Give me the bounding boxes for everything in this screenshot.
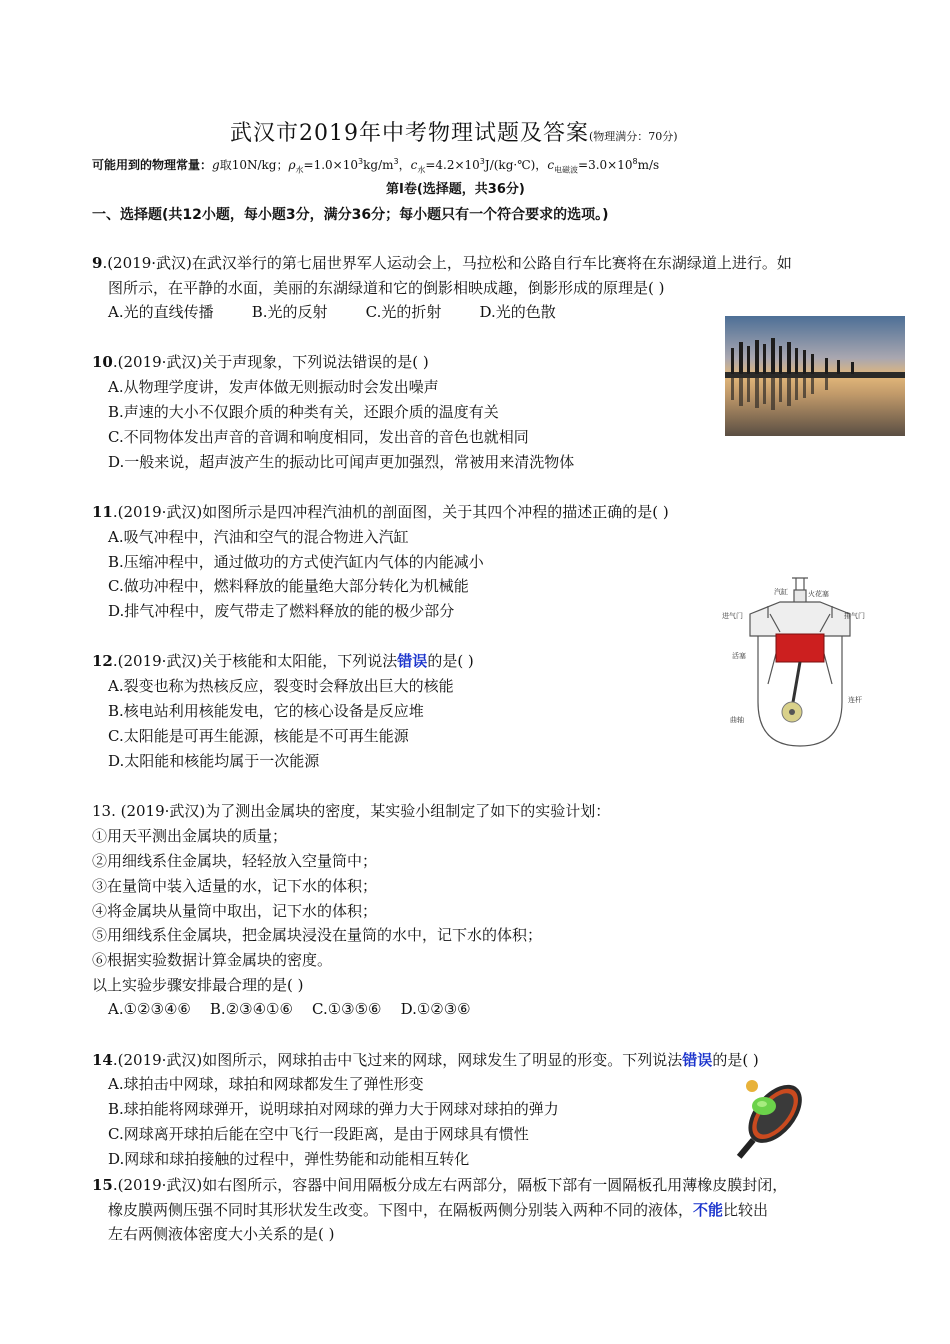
q11-option-c: C.做功冲程中，燃料释放的能量绝大部分转化为机械能 <box>108 577 469 595</box>
q10-option-d: D.一般来说，超声波产生的振动比可闻声更加强烈，常被用来清洗物体 <box>108 453 575 471</box>
title-note: (物理满分：70分) <box>589 130 678 143</box>
four-stroke-engine-diagram <box>720 574 880 754</box>
q14-option-d: D.网球和球拍接触的过程中，弹性势能和动能相互转化 <box>108 1150 470 1168</box>
label-piston: 活塞 <box>732 652 746 660</box>
label-exhaust-valve: 排气门 <box>844 612 865 620</box>
q9-stem-line1 <box>92 254 792 272</box>
q11-stem-text: .(2019·武汉)如图所示是四冲程汽油机的剖面图，关于其四个冲程的描述正确的是( ) <box>112 503 669 521</box>
q13-step-1: ①用天平测出金属块的质量； <box>92 827 288 845</box>
c2-unit: m/s <box>637 158 660 172</box>
q12-option-b: B.核电站利用核能发电，它的核心设备是反应堆 <box>108 702 424 720</box>
q14-option-b: B.球拍能将网球弹开，说明球拍对网球的弹力大于网球对球拍的弹力 <box>108 1100 559 1118</box>
q15-number: 15 <box>92 1176 113 1194</box>
label-spark-plug: 火花塞 <box>808 590 829 598</box>
c2-exponent: 8 <box>632 157 638 166</box>
c2-symbol: c <box>547 158 555 172</box>
q10-option-b: B.声速的大小不仅跟介质的种类有关，还跟介质的温度有关 <box>108 403 499 421</box>
q10-stem <box>92 353 429 371</box>
q13-stem: 13. (2019·武汉)为了测出金属块的密度，某实验小组制定了如下的实验计划： <box>92 802 611 820</box>
q13-options: A.①②③④⑥ B.②③④①⑥ C.①③⑤⑥ D.①②③⑥ <box>108 1000 471 1018</box>
q13-ask: 以上实验步骤安排最合理的是( ) <box>92 976 304 994</box>
c-unit: J/(kg·℃)， <box>484 158 548 172</box>
q9-options: A.光的直线传播 B.光的反射 C.光的折射 D.光的色散 <box>108 303 556 321</box>
q15-line2-highlight: 不能 <box>693 1201 724 1219</box>
q15-line1 <box>92 1176 787 1194</box>
label-intake-valve: 进气门 <box>722 612 743 620</box>
q11-option-d: D.排气冲程中，废气带走了燃料释放的能的极少部分 <box>108 602 455 620</box>
q14-option-c: C.网球离开球拍后能在空中飞行一段距离，是由于网球具有惯性 <box>108 1125 529 1143</box>
q14-option-a: A.球拍击中网球，球拍和网球都发生了弹性形变 <box>108 1075 424 1093</box>
q13-step-4: ④将金属块从量筒中取出，记下水的体积； <box>92 902 378 920</box>
q14-stem-post: 的是( ) <box>712 1051 759 1069</box>
q11-option-b: B.压缩冲程中，通过做功的方式使汽缸内气体的内能减小 <box>108 553 484 571</box>
q10-option-a: A.从物理学度讲，发声体做无则振动时会发出噪声 <box>108 378 439 396</box>
q11-option-a: A.吸气冲程中，汽油和空气的混合物进入汽缸 <box>108 528 409 546</box>
tennis-racket-image <box>722 1072 818 1168</box>
part-heading: 第Ⅰ卷(选择题，共36分) <box>386 182 525 197</box>
q13-step-5: ⑤用细线系住金属块，把金属块浸没在量筒的水中，记下水的体积； <box>92 926 543 944</box>
rho-symbol: ρ <box>288 158 296 172</box>
c2-subscript: 电磁波 <box>554 165 579 175</box>
label-connecting-rod: 连杆 <box>848 696 862 704</box>
page-title <box>230 116 678 147</box>
q12-stem-highlight: 错误 <box>397 652 428 670</box>
c2-value: =3.0×10 <box>578 158 633 172</box>
constants-line <box>92 156 659 175</box>
q11-number: 11 <box>92 503 113 521</box>
rho-end: ， <box>398 158 411 172</box>
lake-reflection-image <box>725 316 905 436</box>
section-heading: 一、选择题(共12小题，每小题3分，满分36分；每小题只有一个符合要求的选项。) <box>92 207 609 223</box>
q10-option-c: C.不同物体发出声音的音调和响度相同，发出音的音色也就相同 <box>108 428 529 446</box>
q14-stem <box>92 1051 759 1069</box>
q15-line3: 左右两侧液体密度大小关系的是( ) <box>108 1225 335 1243</box>
q15-line2 <box>108 1201 768 1219</box>
q15-line2-post: 比较出 <box>723 1201 769 1219</box>
q9-stem1: .(2019·武汉)在武汉举行的第七届世界军人运动会上，马拉松和公路自行车比赛将在东湖绿道上进行。如 <box>102 254 792 272</box>
q12-number: 12 <box>92 652 113 670</box>
q12-option-a: A.裂变也称为热核反应，裂变时会释放出巨大的核能 <box>108 677 454 695</box>
q12-option-d: D.太阳能和核能均属于一次能源 <box>108 752 320 770</box>
q12-stem <box>92 652 474 670</box>
rho-value: =1.0×10 <box>303 158 359 172</box>
c-symbol: c <box>410 158 418 172</box>
q13-step-6: ⑥根据实验数据计算金属块的密度。 <box>92 951 333 969</box>
q14-number: 14 <box>92 1051 113 1069</box>
constants-prefix: 可能用到的物理常量： <box>92 158 213 172</box>
q9-stem-line2: 图所示，在平静的水面，美丽的东湖绿道和它的倒影相映成趣，倒影形成的原理是( ) <box>108 279 665 297</box>
q10-number: 10 <box>92 353 113 371</box>
q13-step-3: ③在量筒中装入适量的水，记下水的体积； <box>92 877 378 895</box>
q15-line2-pre: 橡皮膜两侧压强不同时其形状发生改变。下图中，在隔板两侧分别装入两种不同的液体， <box>108 1201 694 1219</box>
g-symbol: g <box>212 158 220 172</box>
q14-stem-pre: .(2019·武汉)如图所示，网球拍击中飞过来的网球，网球发生了明显的形变。下列说法 <box>112 1051 683 1069</box>
rho-unit: kg/m <box>363 158 394 172</box>
c-exponent: 3 <box>479 157 485 166</box>
label-crankshaft: 曲轴 <box>730 716 744 724</box>
q14-stem-highlight: 错误 <box>682 1051 713 1069</box>
c-subscript: 水 <box>417 165 426 175</box>
q11-stem <box>92 503 669 521</box>
q15-line1-text: .(2019·武汉)如右图所示，容器中间用隔板分成左右两部分，隔板下部有一圆隔板孔用薄橡皮膜封闭， <box>112 1176 788 1194</box>
rho-subscript: 水 <box>295 165 304 175</box>
q12-option-c: C.太阳能是可再生能源，核能是不可再生能源 <box>108 727 409 745</box>
label-cylinder: 汽缸 <box>774 588 788 596</box>
rho-unit-exponent: 3 <box>393 157 399 166</box>
rho-exponent: 3 <box>358 157 364 166</box>
q12-stem-pre: .(2019·武汉)关于核能和太阳能，下列说法 <box>112 652 398 670</box>
title-main: 武汉市2019年中考物理试题及答案 <box>230 121 589 146</box>
q9-number: 9 <box>92 254 103 272</box>
q13-step-2: ②用细线系住金属块，轻轻放入空量筒中； <box>92 852 378 870</box>
q12-stem-post: 的是( ) <box>427 652 474 670</box>
g-value: 取10N/kg； <box>219 158 289 172</box>
q10-stem-text: .(2019·武汉)关于声现象，下列说法错误的是( ) <box>112 353 429 371</box>
c-value: =4.2×10 <box>425 158 480 172</box>
